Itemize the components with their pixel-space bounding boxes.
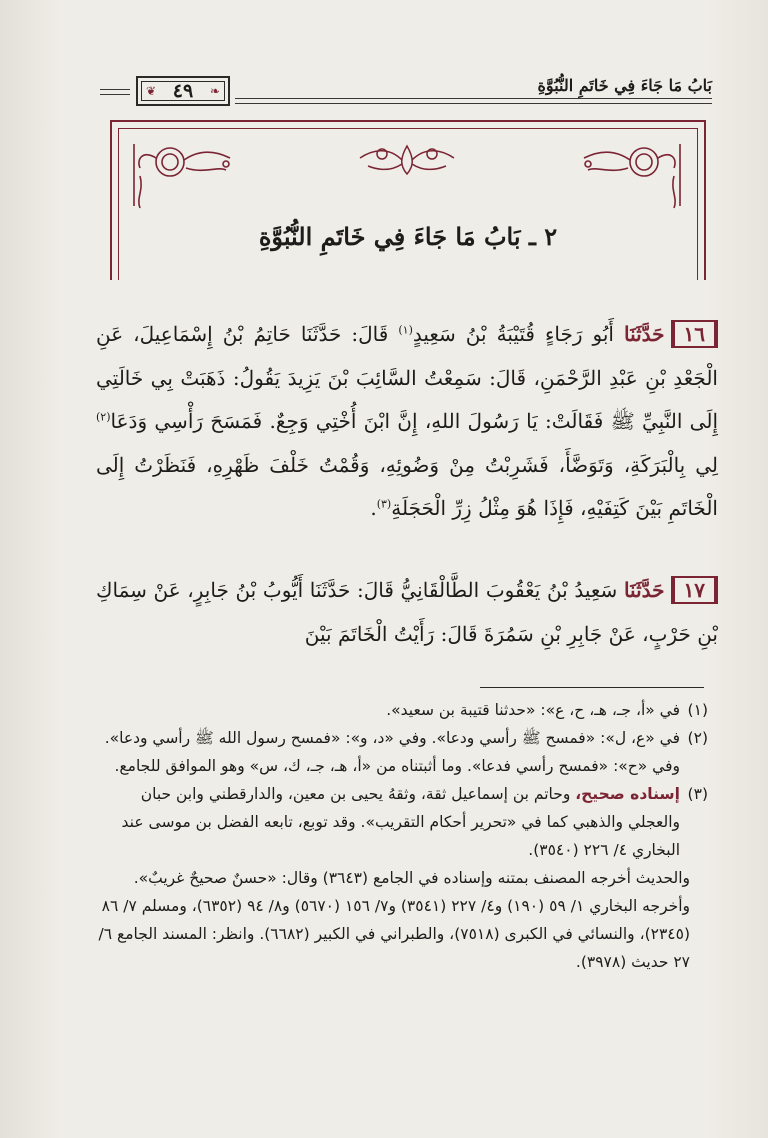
hadith-text: قَالَ: حَدَّثَنَا حَاتِمُ بْنُ إِسْمَاعِيلَ، عَنِ الْجَعْدِ بْنِ عَبْدِ الرَّحْمَنِ، قَالَ: سَمِعْتُ السَّائِبَ بْنَ يَزِيدَ يَقُولُ: ذَهَبَتْ بِي خَالَتِي إِلَى النَّبِيِّ ﷺ فَقَالَتْ: يَا رَسُولَ اللهِ، إِنَّ ابْنَ أُخْتِي وَجِعٌ. فَمَسَحَ رَأْسِي وَدَعَا	[96, 322, 718, 433]
corner-ornament-left-icon	[126, 136, 236, 214]
ornament-icon: ❧	[209, 84, 220, 98]
footnote-mark: (١)	[687, 701, 708, 719]
page-number-box	[136, 76, 230, 106]
footnote-ref[interactable]: (٢)	[96, 410, 111, 424]
footnote-ref[interactable]: (٣)	[376, 497, 392, 511]
footnote-separator	[480, 687, 704, 688]
footnote-grading: إسناده صحيح،	[575, 785, 680, 803]
footnote-3-para-2: والحديث أخرجه المصنف بمتنه وإسناده في الجامع (٣٦٤٣) وقال: «حسنٌ صحيحٌ غريبٌ».	[133, 869, 690, 887]
footnote-mark: (٢)	[687, 729, 708, 747]
footnotes	[96, 696, 708, 976]
hadith-text: أَبُو رَجَاءٍ قُتَيْبَةُ بْنُ سَعِيدٍ	[412, 322, 614, 346]
footnote-text: في «أ، جـ، هـ، ح، ع»: «حدثنا قتيبة بن سعيد».	[386, 701, 680, 719]
hadith-text: سَعِيدُ بْنُ يَعْقُوبَ الطَّالْقَانِيُّ قَالَ: حَدَّثَنَا أَيُّوبُ بْنُ جَابِرٍ، عَنْ سِمَاكِ بْنِ حَرْبٍ، عَنْ جَابِرِ بْنِ سَمُرَةَ قَالَ: رَأَيْتُ الْخَاتَمَ بَيْنَ	[96, 578, 718, 646]
corner-ornament-right-icon	[578, 136, 688, 214]
hadith-16-paragraph	[96, 313, 718, 531]
center-ornament-icon	[352, 140, 462, 180]
header-rule	[235, 98, 712, 99]
footnote-3-para-3: وأخرجه البخاري ١/ ٥٩ (١٩٠) و٤/ ٢٢٧ (٣٥٤١) و٧/ ١٥٦ (٥٦٧٠) و٨/ ٩٤ (٦٣٥٢)، ومسلم ٧/ ٨٦ (٢٣٤٥)، والنسائي في الكبرى (٧٥١٨)، والطبراني في الكبير (٦٦٨٢). وانظر: المسند الجامع ٦/ ٢٧ حديث (٣٩٧٨).	[98, 897, 690, 971]
hadith-text: .	[370, 496, 377, 520]
header-rule	[100, 94, 130, 95]
running-header	[100, 74, 712, 114]
running-header-title: بَابُ مَا جَاءَ فِي خَاتَمِ النُّبُوَّةِ	[537, 76, 712, 95]
header-rule	[100, 89, 130, 90]
hadith-opening: حَدَّثَنَا	[623, 322, 665, 346]
ornament-icon: ❦	[146, 84, 157, 98]
chapter-title: ٢ ـ بَابُ مَا جَاءَ فِي خَاتَمِ النُّبُوَّةِ	[258, 222, 558, 251]
footnote-3	[96, 780, 708, 864]
chapter-heading-frame	[110, 120, 706, 280]
hadith-opening: حَدَّثَنَا	[623, 578, 665, 602]
header-rule	[235, 103, 712, 104]
footnote-mark: (٣)	[687, 785, 708, 803]
hadith-text: لِي بِالْبَرَكَةِ، وَتَوَضَّأَ، فَشَرِبْتُ مِنْ وَضُوئِهِ، وَقُمْتُ خَلْفَ ظَهْرِهِ، فَنَظَرْتُ إِلَى الْخَاتَمِ بَيْنَ كَتِفَيْهِ، فَإِذَا هُوَ مِثْلُ زِرِّ الْحَجَلَةِ	[96, 452, 718, 520]
footnote-ref[interactable]: (١)	[398, 323, 413, 337]
hadith-number-badge: ١٧	[671, 576, 718, 604]
hadith-17-paragraph	[96, 569, 718, 656]
page-number: ٤٩	[172, 80, 194, 102]
hadith-number-badge: ١٦	[671, 320, 718, 348]
footnote-text: في «ع، ل»: «فمسح ﷺ رأسي ودعا». وفي «د، و»: «فمسح رسول الله ﷺ رأسي ودعا». وفي «ح»: «فمسح رأسي فدعا». وما أثبتناه من «أ، هـ، جـ، ك، س» وهو الموافق للجامع.	[104, 729, 680, 775]
footnote-2	[96, 724, 708, 780]
footnote-1	[96, 696, 708, 724]
footnote-text: وحاتم بن إسماعيل ثقة، وثقهُ يحيى بن معين، والدارقطني وابن حبان والعجلي والذهبي كما في «تحرير أحكام التقريب». وقد توبع، تابعه الفضل بن موسى عند البخاري ٤/ ٢٢٦ (٣٥٤٠).	[121, 785, 680, 859]
